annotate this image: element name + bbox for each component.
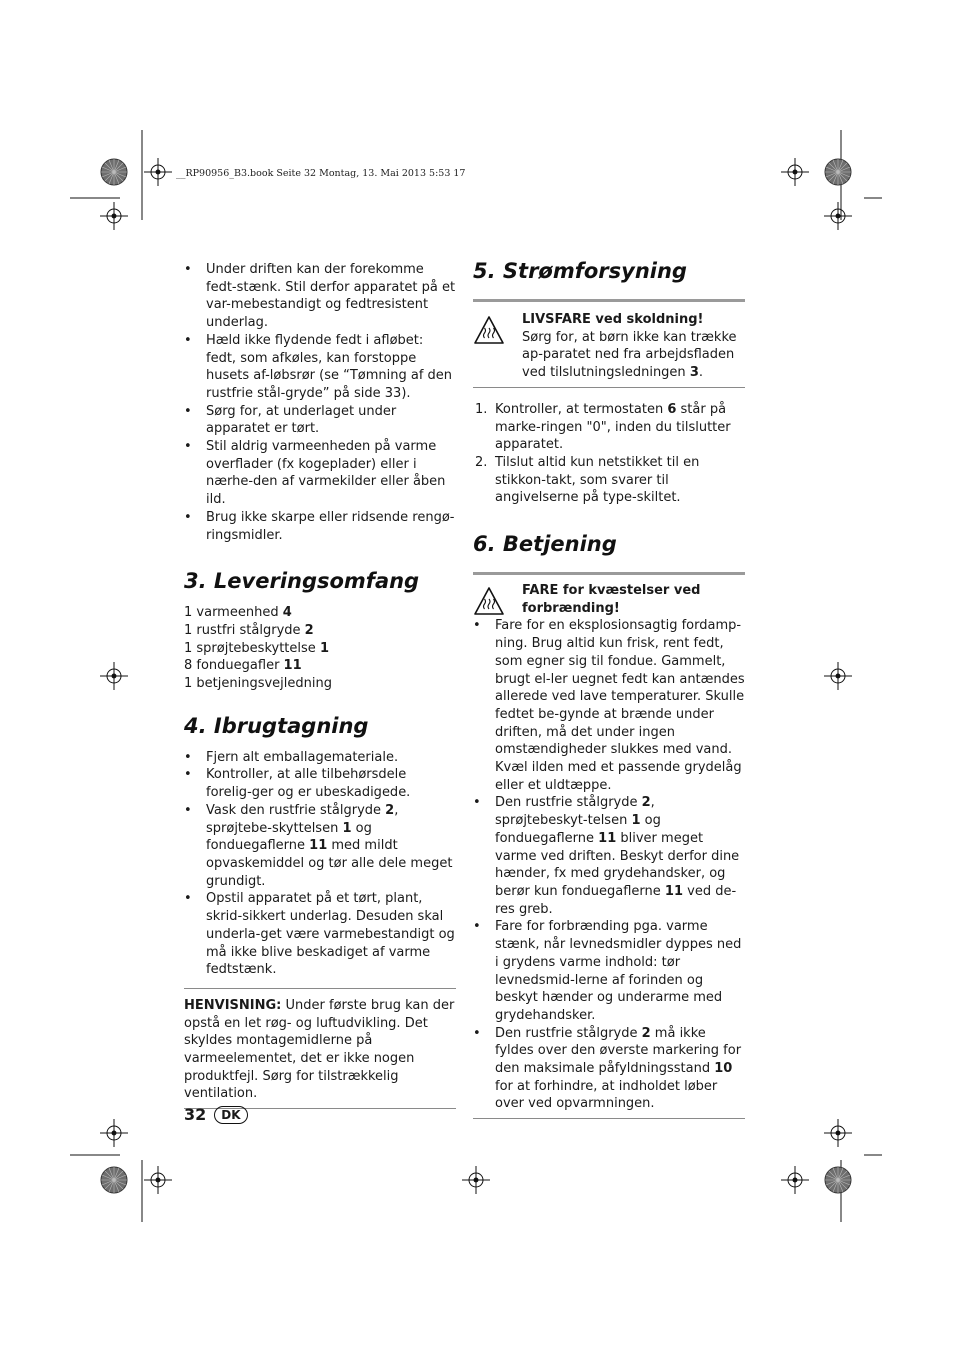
list-item: 2. Tilslut altid kun netstikket til en stikkon-takt, som svarer til angivelserne på type-skiltet. (475, 454, 700, 506)
list-item: 1 rustfri stålgryde 2 (184, 622, 314, 638)
page-number: 32 (184, 1105, 207, 1124)
list-item: • Stil aldrig varmeenheden på varme overflader (fx kogeplader) eller i nærhe-den af varmekilder eller åben ild. (184, 438, 456, 509)
warning-body: Sørg for, at børn ikke kan trække ap-paratet ned fra arbejdsfladen ved tilslutningsledningen 3. (522, 329, 737, 381)
list-item: • Den rustfrie stålgryde 2 må ikke fyldes over den øverste markering for den maksimale påfyldningsstand 10 for at forhindre, at indholdet løber over ved opvarmningen. (473, 1025, 745, 1114)
list-item: • Fjern alt emballagemateriale. (184, 749, 456, 767)
section-title-ibrugtagning: 4. Ibrugtagning (184, 713, 369, 738)
list-item: • Kontroller, at alle tilbehørsdele forelig-ger og er ubeskadigede. (184, 766, 456, 801)
list-item: 1 varmeenhed 4 (184, 605, 292, 621)
list-item: 8 fonduegafler 11 (184, 658, 302, 674)
list-item: • Fare for forbrænding pga. varme stænk, når levnedsmidler dyppes ned i grydens varme indhold: tør levnedsmid-lerne af forinden og beskyt hænder og underarme med grydehandsker. (473, 918, 745, 1024)
list-item: • Sørg for, at underlaget under apparatet er tørt. (184, 403, 456, 438)
section-title-leveringsomfang: 3. Leveringsomfang (184, 569, 420, 594)
list-item: • Den rustfrie stålgryde 2, sprøjtebeskyt-telsen 1 og fonduegaflerne 11 bliver meget varme ved driften. Beskyt derfor dine hænder, fx med grydehandsker, og berør kun fonduegaflerne 11 ved de-res greb. (473, 794, 745, 918)
note-henvisning: HENVISNING: Under første brug kan der opstå en let røg- og luftudvikling. Det skyldes montagemidlerne på varmeelementet, det er ikke nogen produktfejl. Sørg for tilstrækkelig ventilation. (184, 997, 455, 1102)
list-item: • Fare for en eksplosionsagtig fordamp-ning. Brug altid kun frisk, rent fedt, som egner sig til fondue. Gammelt, brugt el-ler uegnet fedt kan antændes allerede ved lave temperaturer. Skulle fedtet be-gynde at brænde under driften, må det under ingen omstændigheder slukkes med vand. Kvæl ilden med et passende grydelåg eller et uldtæppe. (473, 617, 745, 794)
list-item: • Under driften kan der forekomme fedt-stænk. Stil derfor apparatet på et var-mebestandigt og fedtresistent underlag. (184, 261, 456, 332)
list-item: • Brug ikke skarpe eller ridsende rengø-ringsmidler. (184, 509, 456, 544)
language-badge: DK (214, 1106, 247, 1124)
list-item: 1 betjeningsvejledning (184, 676, 332, 692)
warning-heading: LIVSFARE ved skoldning! (522, 312, 704, 327)
warning-heading: FARE for kvæstelser ved forbrænding! (522, 583, 701, 616)
section-title-betjening: 6. Betjening (473, 532, 617, 557)
list-item: • Vask den rustfrie stålgryde 2, sprøjtebe-skyttelsen 1 og fonduegaflerne 11 med mildt opvaskemiddel og tør alle dele meget grundigt. (184, 802, 456, 891)
list-item: • Opstil apparatet på et tørt, plant, skrid-sikkert underlag. Desuden skal underla-get være varmebestandigt og må ikke blive beskadiget af varme fedtstænk. (184, 890, 456, 979)
file-header: __RP90956_B3.book Seite 32 Montag, 13. Mai 2013 5:53 17 (176, 168, 466, 179)
list-item: 1. Kontroller, at termostaten 6 står på marke-ringen "0", inden du tilslutter apparatet. (475, 401, 731, 453)
section-title-stromforsyning: 5. Strømforsyning (473, 259, 687, 283)
list-item: • Hæld ikke flydende fedt i afløbet: fedt, som afkøles, kan forstoppe husets af-løbsrør (se “Tømning af den rustfrie stål-gryde” på side 33). (184, 332, 456, 403)
list-item: 1 sprøjtebeskyttelse 1 (184, 640, 329, 656)
